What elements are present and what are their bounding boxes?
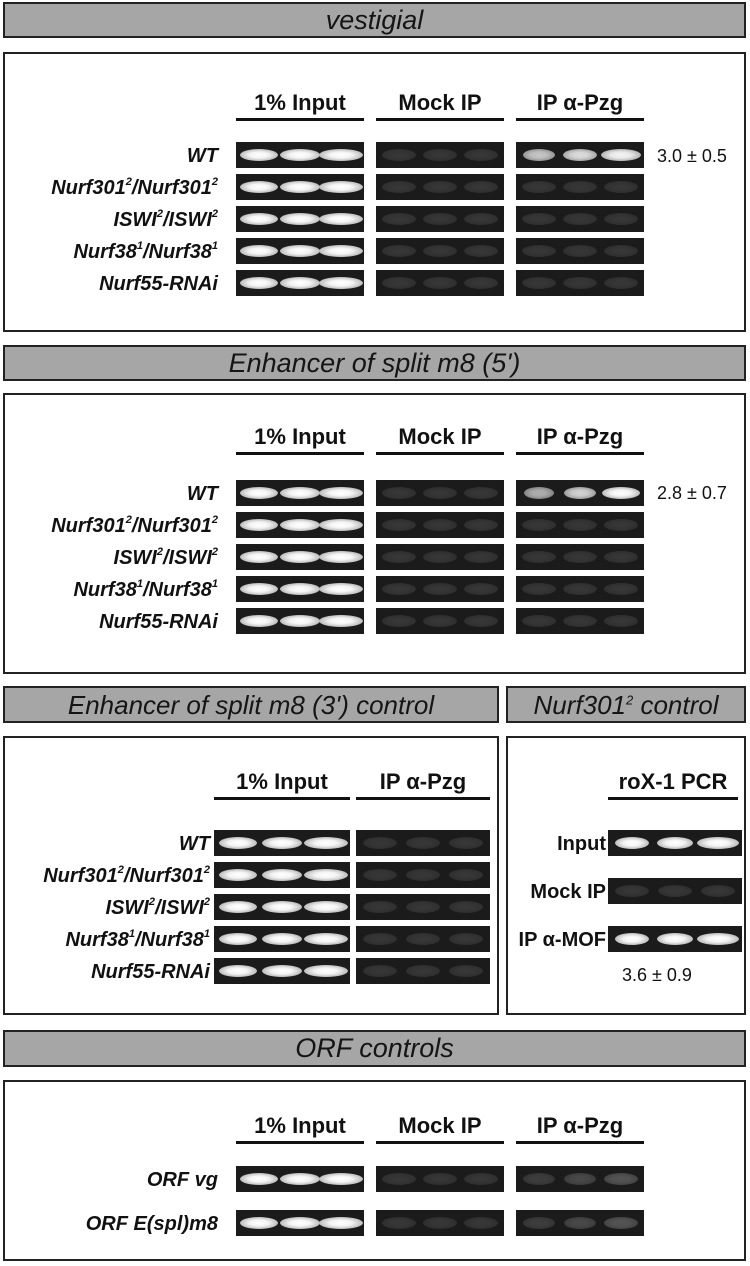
- nurf-ctrl-title-main: Nurf301: [533, 690, 626, 720]
- vest-header-input: 1% Input: [236, 90, 364, 121]
- vestigial-row-4-input-lane-band-2: [280, 245, 320, 257]
- nurf-ctrl-row-3-lane: [608, 926, 742, 952]
- vestigial-row-3-mock-lane: [376, 206, 504, 232]
- vestigial-row-3-label-sup2: 2: [211, 208, 218, 220]
- vestigial-row-4-input-lane-band-3: [319, 245, 363, 257]
- orf-row-2-ip-lane-band-2: [564, 1217, 596, 1229]
- espl_5-row-4-mock-lane: [376, 576, 504, 602]
- espl3-row-5-ip-lane-band-2: [406, 965, 440, 977]
- nurf-ctrl-banner: [506, 686, 746, 723]
- espl3-row-3-label: [106, 898, 210, 918]
- vest-fold-enrichment: 3.0 ± 0.5: [657, 146, 727, 166]
- orf-row-2-input-lane-band-1: [240, 1217, 278, 1229]
- espl3-row-4-ip-lane: [356, 926, 490, 952]
- vestigial-row-4-mock-lane-band-1: [382, 245, 416, 257]
- espl5-fold-enrichment: 2.8 ± 0.7: [657, 483, 727, 503]
- espl_5-row-4-input-lane-band-3: [319, 583, 363, 595]
- espl3-row-2-input-lane: [214, 862, 350, 888]
- vestigial-row-4-ip-lane-band-3: [604, 245, 638, 257]
- vestigial-row-2-ip-lane-band-2: [563, 181, 597, 193]
- espl3-row-5-label-text: Nurf55-RNAi: [91, 961, 210, 983]
- nurf-ctrl-row-1-lane-band-1: [615, 837, 649, 849]
- espl_5-row-2-mock-lane-band-1: [382, 519, 416, 531]
- espl_5-row-1-mock-lane-band-3: [464, 487, 498, 499]
- vestigial-row-4-label-text2: /Nurf38: [142, 241, 212, 263]
- espl_5-row-3-label: [114, 548, 218, 568]
- espl3-row-4-input-lane-band-2: [262, 933, 302, 945]
- espl_5-row-3-input-lane-band-2: [280, 551, 320, 563]
- espl3-row-2-input-lane-band-2: [262, 869, 302, 881]
- espl_5-row-4-input-lane: [236, 576, 364, 602]
- espl3-row-3-label-text2: /ISWI: [154, 897, 204, 919]
- vestigial-row-4-input-lane: [236, 238, 364, 264]
- espl_5-row-5-mock-lane-band-3: [464, 615, 498, 627]
- vestigial-row-5-input-lane-band-3: [319, 277, 363, 289]
- espl_5-row-3-label-sup: 2: [156, 546, 163, 558]
- espl_5-row-1-ip-lane-band-1: [524, 487, 554, 499]
- vestigial-row-3-ip-lane-band-1: [522, 213, 556, 225]
- orf-row-2-ip-lane-band-1: [523, 1217, 555, 1229]
- nurf-ctrl-header: roX-1 PCR: [608, 769, 738, 800]
- espl5-header-input: 1% Input: [236, 424, 364, 455]
- espl3-row-4-label: [65, 930, 210, 950]
- nurf-ctrl-row-3-lane-band-1: [615, 933, 649, 945]
- espl3-row-5-ip-lane: [356, 958, 490, 984]
- vestigial-row-5-mock-lane-band-2: [423, 277, 457, 289]
- espl3-row-2-label-text2: /Nurf301: [123, 865, 204, 887]
- espl3-row-3-input-lane-band-1: [219, 901, 257, 913]
- espl3-row-2-input-lane-band-1: [219, 869, 257, 881]
- vestigial-row-3-ip-lane-band-2: [563, 213, 597, 225]
- nurf-ctrl-row-1-label: Input: [557, 833, 606, 855]
- espl_5-row-1-ip-lane-band-3: [602, 487, 640, 499]
- espl3-row-1-label-text: WT: [178, 833, 210, 855]
- nurf-ctrl-row-1-lane-band-3: [697, 837, 739, 849]
- espl_5-row-5-ip-lane: [516, 608, 644, 634]
- espl3-row-5-input-lane-band-1: [219, 965, 257, 977]
- orf-row-2-input-lane: [236, 1210, 364, 1236]
- vestigial-row-3-input-lane-band-1: [240, 213, 278, 225]
- espl_5-row-4-label-text2: /Nurf38: [142, 579, 212, 601]
- espl_5-row-2-mock-lane-band-2: [423, 519, 457, 531]
- orf-row-1-ip-lane-band-1: [523, 1173, 555, 1185]
- espl3-row-1-ip-lane: [356, 830, 490, 856]
- vestigial-row-1-input-lane: [236, 142, 364, 168]
- espl_5-row-1-label: [187, 484, 218, 504]
- espl3-row-2-label-sup2: 2: [203, 864, 210, 876]
- espl3-banner: [3, 686, 499, 723]
- vestigial-row-4-input-lane-band-1: [240, 245, 278, 257]
- espl3-row-4-ip-lane-band-2: [406, 933, 440, 945]
- espl3-row-3-input-lane: [214, 894, 350, 920]
- vestigial-row-5-input-lane-band-1: [240, 277, 278, 289]
- espl_5-row-4-ip-lane-band-2: [563, 583, 597, 595]
- vestigial-row-1-mock-lane-band-2: [423, 149, 457, 161]
- espl_5-row-5-input-lane: [236, 608, 364, 634]
- vestigial-row-1-ip-lane-band-1: [523, 149, 555, 161]
- vest-header-ip: IP α-Pzg: [516, 90, 644, 121]
- espl_5-row-5-mock-lane-band-1: [382, 615, 416, 627]
- espl_5-row-5-mock-lane-band-2: [423, 615, 457, 627]
- espl3-row-4-input-lane: [214, 926, 350, 952]
- espl3-row-2-ip-lane-band-2: [406, 869, 440, 881]
- vestigial-row-3-mock-lane-band-1: [382, 213, 416, 225]
- vestigial-row-1-input-lane-band-2: [280, 149, 320, 161]
- espl_5-row-1-input-lane-band-1: [240, 487, 278, 499]
- nurf-ctrl-row-2-lane-band-3: [701, 885, 735, 897]
- vestigial-row-2-input-lane-band-2: [280, 181, 320, 193]
- orf-row-1-input-lane-band-3: [319, 1173, 363, 1185]
- espl_5-row-4-mock-lane-band-1: [382, 583, 416, 595]
- espl_5-row-2-ip-lane-band-3: [604, 519, 638, 531]
- vestigial-row-1-ip-lane-band-2: [563, 149, 597, 161]
- espl_5-row-1-ip-lane: [516, 480, 644, 506]
- espl3-row-3-ip-lane: [356, 894, 490, 920]
- vestigial-row-3-input-lane: [236, 206, 364, 232]
- orf-row-1-input-lane-band-2: [280, 1173, 320, 1185]
- espl3-row-3-ip-lane-band-1: [363, 901, 397, 913]
- espl3-row-4-input-lane-band-3: [304, 933, 348, 945]
- espl_5-row-2-input-lane-band-1: [240, 519, 278, 531]
- vestigial-row-3-ip-lane-band-3: [604, 213, 638, 225]
- nurf-ctrl-row-3-lane-band-2: [657, 933, 693, 945]
- espl3-row-2-input-lane-band-3: [304, 869, 348, 881]
- espl_5-row-3-input-lane: [236, 544, 364, 570]
- espl3-row-2-label: [43, 866, 210, 886]
- espl_5-row-2-ip-lane-band-2: [563, 519, 597, 531]
- orf-row-2-label: ORF E(spl)m8: [85, 1213, 218, 1235]
- vestigial-row-3-label-text2: /ISWI: [162, 209, 212, 231]
- orf-row-1-ip-lane-band-3: [604, 1173, 638, 1185]
- espl3-title: Enhancer of split m8 (3') control: [67, 690, 435, 720]
- nurf-ctrl-title-rest: control: [633, 690, 719, 720]
- orf-row-1-mock-lane-band-3: [464, 1173, 498, 1185]
- vestigial-row-4-mock-lane: [376, 238, 504, 264]
- vestigial-row-3-label-text: ISWI: [113, 209, 157, 231]
- vestigial-row-4-label-text: Nurf38: [73, 241, 137, 263]
- espl_5-row-3-mock-lane-band-3: [464, 551, 498, 563]
- espl_5-row-3-mock-lane-band-1: [382, 551, 416, 563]
- espl_5-row-3-ip-lane: [516, 544, 644, 570]
- orf-row-2-ip-lane: [516, 1210, 644, 1236]
- vestigial-row-2-mock-lane-band-1: [382, 181, 416, 193]
- espl3-row-3-input-lane-band-3: [304, 901, 348, 913]
- espl_5-row-3-label-text2: /ISWI: [162, 547, 212, 569]
- vestigial-row-1-ip-lane: [516, 142, 644, 168]
- nurf-ctrl-row-1-lane-band-2: [657, 837, 693, 849]
- espl_5-row-2-label-text: Nurf301: [51, 515, 126, 537]
- vestigial-row-4-mock-lane-band-3: [464, 245, 498, 257]
- espl_5-row-3-ip-lane-band-1: [522, 551, 556, 563]
- espl_5-row-2-input-lane-band-2: [280, 519, 320, 531]
- espl_5-row-1-input-lane-band-3: [319, 487, 363, 499]
- espl3-row-5-label: [91, 962, 210, 982]
- espl_5-row-5-ip-lane-band-2: [563, 615, 597, 627]
- espl3-row-3-input-lane-band-2: [262, 901, 302, 913]
- espl3-row-3-label-sup2: 2: [203, 896, 210, 908]
- espl5-banner: [3, 345, 746, 381]
- vestigial-row-5-ip-lane-band-1: [522, 277, 556, 289]
- espl5-header-ip: IP α-Pzg: [516, 424, 644, 455]
- vestigial-row-3-input-lane-band-2: [280, 213, 320, 225]
- vestigial-row-4-label-sup2: 1: [211, 240, 218, 252]
- vestigial-row-2-input-lane-band-1: [240, 181, 278, 193]
- espl_5-row-1-mock-lane-band-2: [423, 487, 457, 499]
- espl_5-row-2-mock-lane-band-3: [464, 519, 498, 531]
- espl3-row-3-label-text: ISWI: [105, 897, 149, 919]
- vestigial-row-2-mock-lane-band-2: [423, 181, 457, 193]
- vestigial-row-2-input-lane-band-3: [319, 181, 363, 193]
- vestigial-row-2-ip-lane-band-3: [604, 181, 638, 193]
- espl3-row-5-input-lane-band-2: [262, 965, 302, 977]
- vestigial-row-5-mock-lane-band-3: [464, 277, 498, 289]
- espl_5-row-1-input-lane: [236, 480, 364, 506]
- orf-title: ORF controls: [295, 1033, 454, 1063]
- orf-row-1-input-lane-band-1: [240, 1173, 278, 1185]
- espl3-row-1-ip-lane-band-3: [449, 837, 483, 849]
- espl3-row-5-ip-lane-band-3: [449, 965, 483, 977]
- vestigial-row-1-label: [187, 146, 218, 166]
- espl3-row-3-label-sup: 2: [148, 896, 155, 908]
- orf-row-2-mock-lane: [376, 1210, 504, 1236]
- vestigial-row-1-ip-lane-band-3: [601, 149, 641, 161]
- espl3-row-1-input-lane-band-3: [304, 837, 348, 849]
- orf-row-1-mock-lane-band-2: [423, 1173, 457, 1185]
- espl3-row-4-ip-lane-band-3: [449, 933, 483, 945]
- vestigial-row-2-mock-lane-band-3: [464, 181, 498, 193]
- orf-row-1-ip-lane: [516, 1166, 644, 1192]
- orf-row-2-input-lane-band-3: [319, 1217, 363, 1229]
- espl_5-row-5-label-text: Nurf55-RNAi: [99, 611, 218, 633]
- espl_5-row-3-mock-lane-band-2: [423, 551, 457, 563]
- vestigial-row-1-input-lane-band-3: [319, 149, 363, 161]
- espl3-header-ip: IP α-Pzg: [356, 769, 490, 800]
- espl3-row-3-ip-lane-band-3: [449, 901, 483, 913]
- espl_5-row-2-ip-lane: [516, 512, 644, 538]
- orf-header-input: 1% Input: [236, 1113, 364, 1144]
- espl3-row-1-label: [179, 834, 210, 854]
- vestigial-row-5-mock-lane-band-1: [382, 277, 416, 289]
- espl5-title: Enhancer of split m8 (5'): [228, 348, 521, 378]
- espl3-row-1-ip-lane-band-2: [406, 837, 440, 849]
- orf-row-1-ip-lane-band-2: [564, 1173, 596, 1185]
- vestigial-row-2-input-lane: [236, 174, 364, 200]
- vestigial-row-1-input-lane-band-1: [240, 149, 278, 161]
- espl_5-row-5-label: [99, 612, 218, 632]
- vestigial-row-4-ip-lane-band-2: [563, 245, 597, 257]
- espl_5-row-5-input-lane-band-3: [319, 615, 363, 627]
- orf-header-ip: IP α-Pzg: [516, 1113, 644, 1144]
- espl_5-row-3-label-text: ISWI: [113, 547, 157, 569]
- vestigial-row-3-ip-lane: [516, 206, 644, 232]
- espl3-row-1-input-lane-band-2: [262, 837, 302, 849]
- espl_5-row-2-label: [51, 516, 218, 536]
- espl_5-row-5-input-lane-band-2: [280, 615, 320, 627]
- nurf-ctrl-row-2-lane-band-1: [615, 885, 649, 897]
- nurf-ctrl-fold-enrichment: 3.6 ± 0.9: [622, 965, 692, 985]
- espl_5-row-1-ip-lane-band-2: [564, 487, 596, 499]
- vestigial-title: vestigial: [325, 5, 424, 35]
- orf-row-2-mock-lane-band-1: [382, 1217, 416, 1229]
- espl_5-row-5-ip-lane-band-1: [522, 615, 556, 627]
- vestigial-row-2-ip-lane-band-1: [522, 181, 556, 193]
- vestigial-row-3-label: [114, 210, 218, 230]
- espl_5-row-4-label: [73, 580, 218, 600]
- orf-row-1-mock-lane: [376, 1166, 504, 1192]
- espl_5-row-3-ip-lane-band-2: [563, 551, 597, 563]
- espl_5-row-3-input-lane-band-3: [319, 551, 363, 563]
- espl3-row-4-label-text2: /Nurf38: [134, 929, 204, 951]
- espl_5-row-3-mock-lane: [376, 544, 504, 570]
- espl_5-row-4-mock-lane-band-3: [464, 583, 498, 595]
- nurf-ctrl-row-3-lane-band-3: [697, 933, 739, 945]
- vestigial-row-4-ip-lane-band-1: [522, 245, 556, 257]
- espl3-row-3-ip-lane-band-2: [406, 901, 440, 913]
- espl3-row-2-ip-lane-band-1: [363, 869, 397, 881]
- orf-row-2-mock-lane-band-3: [464, 1217, 498, 1229]
- espl3-row-1-ip-lane-band-1: [363, 837, 397, 849]
- espl_5-row-2-label-sup2: 2: [211, 514, 218, 526]
- espl_5-row-4-ip-lane-band-1: [522, 583, 556, 595]
- vestigial-row-5-input-lane-band-2: [280, 277, 320, 289]
- espl_5-row-4-ip-lane-band-3: [604, 583, 638, 595]
- espl_5-row-2-input-lane: [236, 512, 364, 538]
- espl3-row-2-ip-lane: [356, 862, 490, 888]
- orf-row-2-ip-lane-band-3: [604, 1217, 638, 1229]
- espl_5-row-3-ip-lane-band-3: [604, 551, 638, 563]
- espl_5-row-1-mock-lane-band-1: [382, 487, 416, 499]
- espl3-row-2-label-sup: 2: [117, 864, 124, 876]
- espl_5-row-4-mock-lane-band-2: [423, 583, 457, 595]
- vestigial-row-5-label: [99, 274, 218, 294]
- espl3-row-5-input-lane: [214, 958, 350, 984]
- espl_5-row-1-label-text: WT: [186, 483, 218, 505]
- orf-row-1-input-lane: [236, 1166, 364, 1192]
- nurf-ctrl-row-2-label: Mock IP: [530, 881, 606, 903]
- vestigial-row-1-mock-lane-band-1: [382, 149, 416, 161]
- vestigial-row-5-label-text: Nurf55-RNAi: [99, 273, 218, 295]
- espl_5-row-3-input-lane-band-1: [240, 551, 278, 563]
- espl3-row-4-label-text: Nurf38: [65, 929, 129, 951]
- vestigial-row-4-label-sup: 1: [136, 240, 143, 252]
- espl_5-row-1-mock-lane: [376, 480, 504, 506]
- vestigial-row-5-ip-lane-band-3: [604, 277, 638, 289]
- vestigial-row-5-ip-lane: [516, 270, 644, 296]
- nurf-ctrl-row-1-lane: [608, 830, 742, 856]
- espl_5-row-2-label-sup: 2: [125, 514, 132, 526]
- espl_5-row-5-mock-lane: [376, 608, 504, 634]
- vestigial-row-4-ip-lane: [516, 238, 644, 264]
- espl3-row-1-input-lane-band-1: [219, 837, 257, 849]
- espl_5-row-2-mock-lane: [376, 512, 504, 538]
- orf-row-2-input-lane-band-2: [280, 1217, 320, 1229]
- vestigial-row-2-ip-lane: [516, 174, 644, 200]
- espl5-header-mock: Mock IP: [376, 424, 504, 455]
- vestigial-row-4-label: [73, 242, 218, 262]
- orf-row-2-mock-lane-band-2: [423, 1217, 457, 1229]
- espl_5-row-2-ip-lane-band-1: [522, 519, 556, 531]
- espl3-row-2-label-text: Nurf301: [43, 865, 118, 887]
- espl3-row-1-input-lane: [214, 830, 350, 856]
- espl_5-row-4-label-sup: 1: [136, 578, 143, 590]
- vestigial-banner: [3, 2, 746, 38]
- espl_5-row-5-input-lane-band-1: [240, 615, 278, 627]
- nurf-ctrl-row-2-lane: [608, 878, 742, 904]
- vestigial-row-2-mock-lane: [376, 174, 504, 200]
- vestigial-row-5-ip-lane-band-2: [563, 277, 597, 289]
- espl3-row-5-input-lane-band-3: [304, 965, 348, 977]
- orf-banner: [3, 1030, 746, 1067]
- espl_5-row-4-label-sup2: 1: [211, 578, 218, 590]
- espl_5-row-3-label-sup2: 2: [211, 546, 218, 558]
- vest-header-mock: Mock IP: [376, 90, 504, 121]
- espl3-row-2-ip-lane-band-3: [449, 869, 483, 881]
- nurf-ctrl-row-3-label: IP α-MOF: [518, 929, 606, 951]
- espl3-header-input: 1% Input: [214, 769, 350, 800]
- orf-header-mock: Mock IP: [376, 1113, 504, 1144]
- nurf-ctrl-title-sup: 2: [626, 692, 634, 708]
- vestigial-row-3-mock-lane-band-2: [423, 213, 457, 225]
- espl_5-row-4-label-text: Nurf38: [73, 579, 137, 601]
- vestigial-row-2-label: [51, 178, 218, 198]
- orf-row-1-mock-lane-band-1: [382, 1173, 416, 1185]
- vestigial-row-1-label-text: WT: [186, 145, 218, 167]
- espl_5-row-1-input-lane-band-2: [280, 487, 320, 499]
- vestigial-row-2-label-text: Nurf301: [51, 177, 126, 199]
- espl3-row-4-label-sup: 1: [128, 928, 135, 940]
- vestigial-row-2-label-sup: 2: [125, 176, 132, 188]
- espl_5-row-2-input-lane-band-3: [319, 519, 363, 531]
- vestigial-row-4-mock-lane-band-2: [423, 245, 457, 257]
- vestigial-row-2-label-text2: /Nurf301: [131, 177, 212, 199]
- espl_5-row-2-label-text2: /Nurf301: [131, 515, 212, 537]
- espl_5-row-4-input-lane-band-2: [280, 583, 320, 595]
- espl3-row-4-input-lane-band-1: [219, 933, 257, 945]
- vestigial-row-5-input-lane: [236, 270, 364, 296]
- vestigial-row-3-mock-lane-band-3: [464, 213, 498, 225]
- espl_5-row-5-ip-lane-band-3: [604, 615, 638, 627]
- vestigial-row-1-mock-lane: [376, 142, 504, 168]
- espl_5-row-4-ip-lane: [516, 576, 644, 602]
- vestigial-row-3-input-lane-band-3: [319, 213, 363, 225]
- espl3-row-4-ip-lane-band-1: [363, 933, 397, 945]
- orf-row-1-label: ORF vg: [146, 1169, 218, 1191]
- vestigial-row-1-mock-lane-band-3: [464, 149, 498, 161]
- espl3-row-4-label-sup2: 1: [203, 928, 210, 940]
- nurf-ctrl-row-2-lane-band-2: [658, 885, 692, 897]
- vestigial-row-3-label-sup: 2: [156, 208, 163, 220]
- vestigial-row-5-mock-lane: [376, 270, 504, 296]
- espl3-row-5-ip-lane-band-1: [363, 965, 397, 977]
- espl_5-row-4-input-lane-band-1: [240, 583, 278, 595]
- vestigial-row-2-label-sup2: 2: [211, 176, 218, 188]
